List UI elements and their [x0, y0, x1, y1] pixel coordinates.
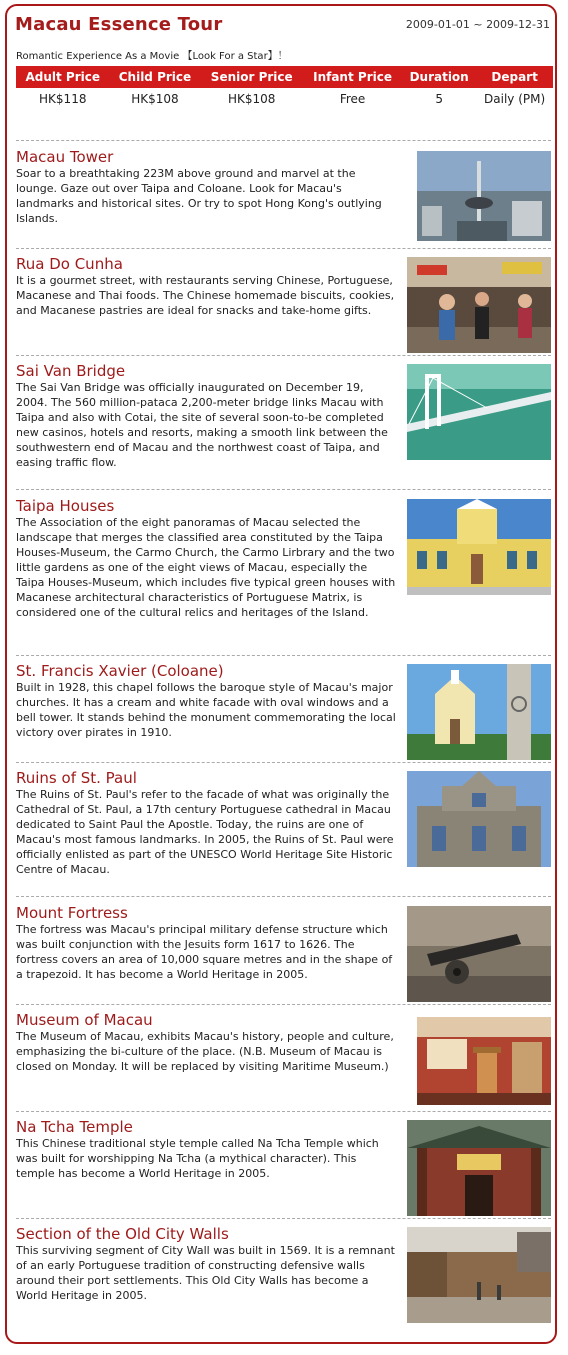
child-price: HK$108 — [131, 92, 179, 106]
adult-price: HK$118 — [39, 92, 87, 106]
cannon-photo — [407, 906, 551, 1002]
attraction-description: The fortress was Macau's principal military defense structure which was built conjunction with the Jesuits form 1617 to 1626. The fortress covers an area of 10,000 square metres and in the shape of a trapezoid. It has become a World Heritage in 2005. — [16, 923, 393, 981]
attraction-mount-fortress — [16, 904, 551, 1005]
attraction-title: Rua Do Cunha — [16, 255, 123, 273]
header-senior-price: Senior Price — [200, 66, 303, 88]
attraction-description: The Ruins of St. Paul's refer to the facade of what was originally the Cathedral of St. Paul, a 17th century Portuguese cathedral in Macau dedicated to Saint Paul the Apostle. Today, the ruins are one of Macau's most famous landmarks. In 2005, the Ruins of St. Paul were officially enlisted as part of the UNESCO World Heritage Site Historic Centre of Macau. — [16, 788, 394, 876]
bridge-photo — [407, 364, 551, 460]
temple-photo — [407, 1120, 551, 1216]
attraction-title: Na Tcha Temple — [16, 1118, 133, 1136]
attraction-description: The Museum of Macau, exhibits Macau's history, people and culture, emphasizing the bi-culture of the place. (N.B. Museum of Macau is closed on Monday. It will be replaced by visiting Maritime Museum.) — [16, 1030, 394, 1073]
date-separator: ~ — [473, 18, 483, 31]
tower-photo — [417, 151, 551, 241]
date-to: 2009-12-31 — [486, 18, 550, 31]
attraction-description: This surviving segment of City Wall was built in 1569. It is a remnant of an early Portuguese tradition of constructing defensive walls around their port settlements. This Old City Walls has become a World Heritage in 2005. — [16, 1244, 395, 1302]
attraction-description: This Chinese traditional style temple called Na Tcha Temple which was built for worshipping Na Tcha (a mythical character). This temple has become a World Heritage in 2005. — [16, 1137, 379, 1180]
attraction-taipa-houses — [16, 497, 551, 656]
museum-photo — [417, 1017, 551, 1105]
attraction-st-francis-xavier — [16, 662, 551, 763]
price-table — [16, 66, 553, 110]
attraction-description: The Association of the eight panoramas of Macau selected the landscape that merges the classified area constituted by the Taipa Houses-Museum, the Carmo Church, the Carmo Lirbrary and the two little gardens as one of the eight views of Macau, especially the Taipa Houses-Museum, which includes five typical green houses with Macanese architectural characteristics of Portuguese Matrix, is considered one of the cultural relics and heritages of the Island. — [16, 516, 396, 619]
attraction-title: Mount Fortress — [16, 904, 128, 922]
tour-dates — [406, 18, 550, 31]
houses-photo — [407, 499, 551, 595]
attraction-description: Built in 1928, this chapel follows the baroque style of Macau's major churches. It has a cream and white facade with oval windows and a bell tower. It stands behind the monument commemorating the local victory over pirates in 1910. — [16, 681, 396, 739]
wall-photo — [407, 1227, 551, 1323]
attraction-description: Soar to a breathtaking 223M above ground and marvel at the lounge. Gaze out over Taipa and Coloane. Look for Macau's landmarks and historical sites. Or try to spot Hong Kong's outlying Islands. — [16, 167, 382, 225]
attraction-title: Museum of Macau — [16, 1011, 153, 1029]
attraction-title: Sai Van Bridge — [16, 362, 126, 380]
attraction-old-city-walls — [16, 1225, 551, 1326]
header-adult-price: Adult Price — [16, 66, 110, 88]
attraction-description: The Sai Van Bridge was officially inaugurated on December 19, 2004. The 560 million-pataca 2,200-meter bridge links Macau with Taipa and also with Cotai, the site of several soon-to-be completed new casinos, hotels and resorts, making a smooth link between the southwestern end of Macau and the northwest coast of Taipa, and easing traffic flow. — [16, 381, 388, 469]
senior-price: HK$108 — [228, 92, 276, 106]
attraction-title: St. Francis Xavier (Coloane) — [16, 662, 224, 680]
date-from: 2009-01-01 — [405, 18, 470, 31]
depart: Daily (PM) — [484, 92, 546, 106]
attraction-description: It is a gourmet street, with restaurants serving Chinese, Portuguese, Macanese and Thai foods. The Chinese homemade biscuits, cookies, and Macanese pastries are ideal for snacks and take-home gifts. — [16, 274, 395, 317]
price-value-row — [16, 88, 553, 110]
header-infant-price: Infant Price — [303, 66, 402, 88]
attraction-rua-do-cunha — [16, 255, 551, 356]
attraction-museum-of-macau — [16, 1011, 551, 1112]
chapel-photo — [407, 664, 551, 760]
street-photo — [407, 257, 551, 353]
attraction-title: Ruins of St. Paul — [16, 769, 137, 787]
tour-title: Macau Essence Tour — [15, 14, 223, 35]
header-depart: Depart — [476, 66, 553, 88]
attraction-na-tcha-temple — [16, 1118, 551, 1219]
attraction-title: Taipa Houses — [16, 497, 115, 515]
infant-price: Free — [339, 92, 366, 106]
attraction-sai-van-bridge — [16, 362, 551, 490]
attraction-title: Macau Tower — [16, 148, 114, 166]
divider — [16, 140, 551, 141]
header-child-price: Child Price — [110, 66, 201, 88]
ruins-photo — [407, 771, 551, 867]
header-duration: Duration — [402, 66, 476, 88]
attraction-macau-tower — [16, 148, 551, 249]
duration: 5 — [435, 92, 443, 106]
tour-tagline: Romantic Experience As a Movie 【Look For a Star】！ — [16, 51, 288, 62]
attraction-ruins-of-st-paul — [16, 769, 551, 897]
attraction-title: Section of the Old City Walls — [16, 1225, 229, 1243]
price-header-row — [16, 66, 553, 88]
